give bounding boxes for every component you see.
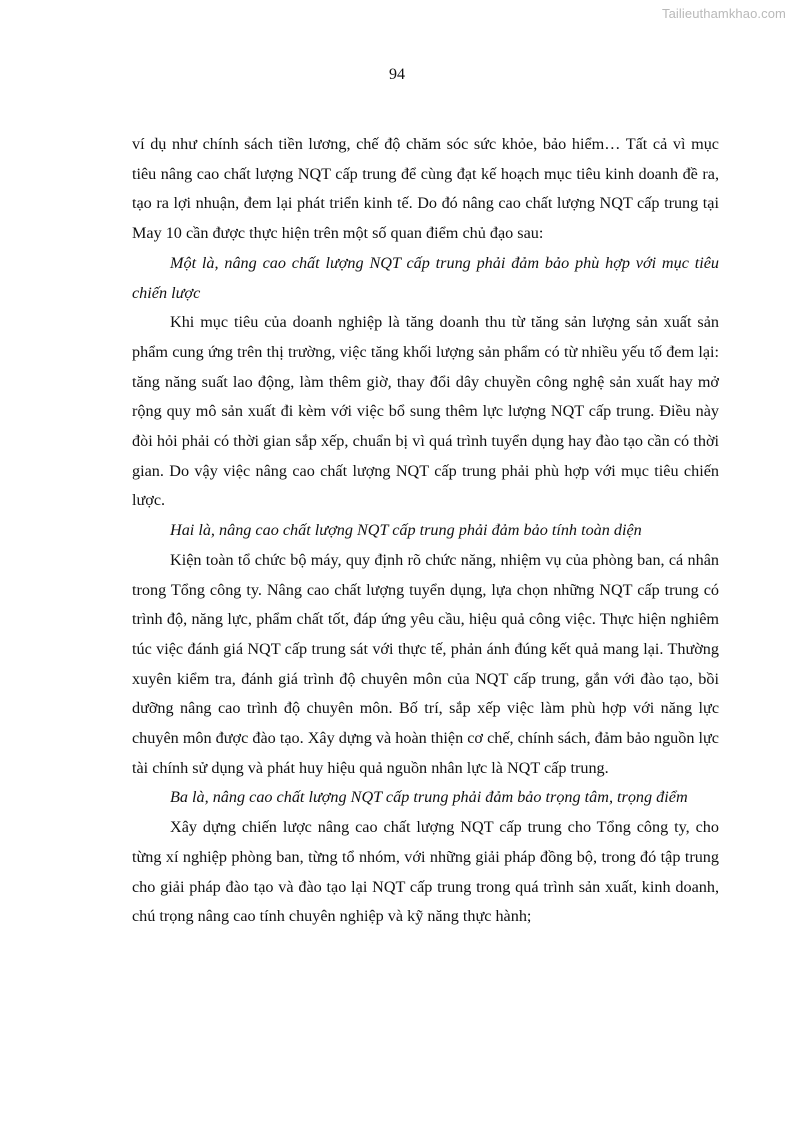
paragraph-continued: ví dụ như chính sách tiền lương, chế độ chăm sóc sức khỏe, bảo hiểm… Tất cả vì mục tiêu nâng cao chất lượng NQT cấp trung để cùng đạt kế hoạch mục tiêu kinh doanh đề ra, tạo ra lợi nhuận, đem lại phát triển kinh tế. Do đó nâng cao chất lượng NQT cấp trung tại May 10 cần được thực hiện trên một số quan điểm chủ đạo sau: [132,135,719,243]
paragraph-body-3: Xây dựng chiến lược nâng cao chất lượng NQT cấp trung cho Tổng công ty, cho từng xí nghiệp phòng ban, từng tổ nhóm, với những giải pháp đồng bộ, trong đó tập trung cho giải pháp đào tạo và đào tạo lại NQT cấp trung trong quá trình sản xuất, kinh doanh, chú trọng nâng cao tính chuyên nghiệp và kỹ năng thực hành; [132,818,719,926]
paragraph-body-2: Kiện toàn tổ chức bộ máy, quy định rõ chức năng, nhiệm vụ của phòng ban, cá nhân trong Tổng công ty. Nâng cao chất lượng tuyển dụng, lựa chọn những NQT cấp trung có trình độ, năng lực, phẩm chất tốt, đáp ứng yêu cầu, hiệu quả công việc. Thực hiện nghiêm túc việc đánh giá NQT cấp trung sát với thực tế, phản ánh đúng kết quả mang lại. Thường xuyên kiểm tra, đánh giá trình độ chuyên môn của NQT cấp trung, gắn với đào tạo, bồi dưỡng nâng cao trình độ chuyên môn. Bố trí, sắp xếp việc làm phù hợp với năng lực chuyên môn được đào tạo. Xây dựng và hoàn thiện cơ chế, chính sách, đảm bảo nguồn lực tài chính sử dụng và phát huy hiệu quả nguồn nhân lực là NQT cấp trung. [132,550,719,777]
page-number: 94 [389,66,405,83]
section-heading-2: Hai là, nâng cao chất lượng NQT cấp trung phải đảm bảo tính toàn diện [170,521,642,540]
section-heading-3: Ba là, nâng cao chất lượng NQT cấp trung phải đảm bảo trọng tâm, trọng điểm [170,788,688,807]
section-heading-1: Một là, nâng cao chất lượng NQT cấp trung phải đảm bảo phù hợp với mục tiêu chiến lược [132,253,719,302]
paragraph-body-1: Khi mục tiêu của doanh nghiệp là tăng doanh thu từ tăng sản lượng sản xuất sản phẩm cung ứng trên thị trường, việc tăng khối lượng sản phẩm có từ nhiều yếu tố đem lại: tăng năng suất lao động, làm thêm giờ, thay đổi dây chuyền công nghệ sản xuất hay mở rộng quy mô sản xuất đi kèm với việc bổ sung thêm lực lượng NQT cấp trung. Điều này đòi hỏi phải có thời gian sắp xếp, chuẩn bị vì quá trình tuyển dụng hay đào tạo cần có thời gian. Do vậy việc nâng cao chất lượng NQT cấp trung phải phù hợp với mục tiêu chiến lược. [132,313,719,510]
document-body [132,130,719,932]
watermark-text: Tailieuthamkhao.com [661,6,786,21]
